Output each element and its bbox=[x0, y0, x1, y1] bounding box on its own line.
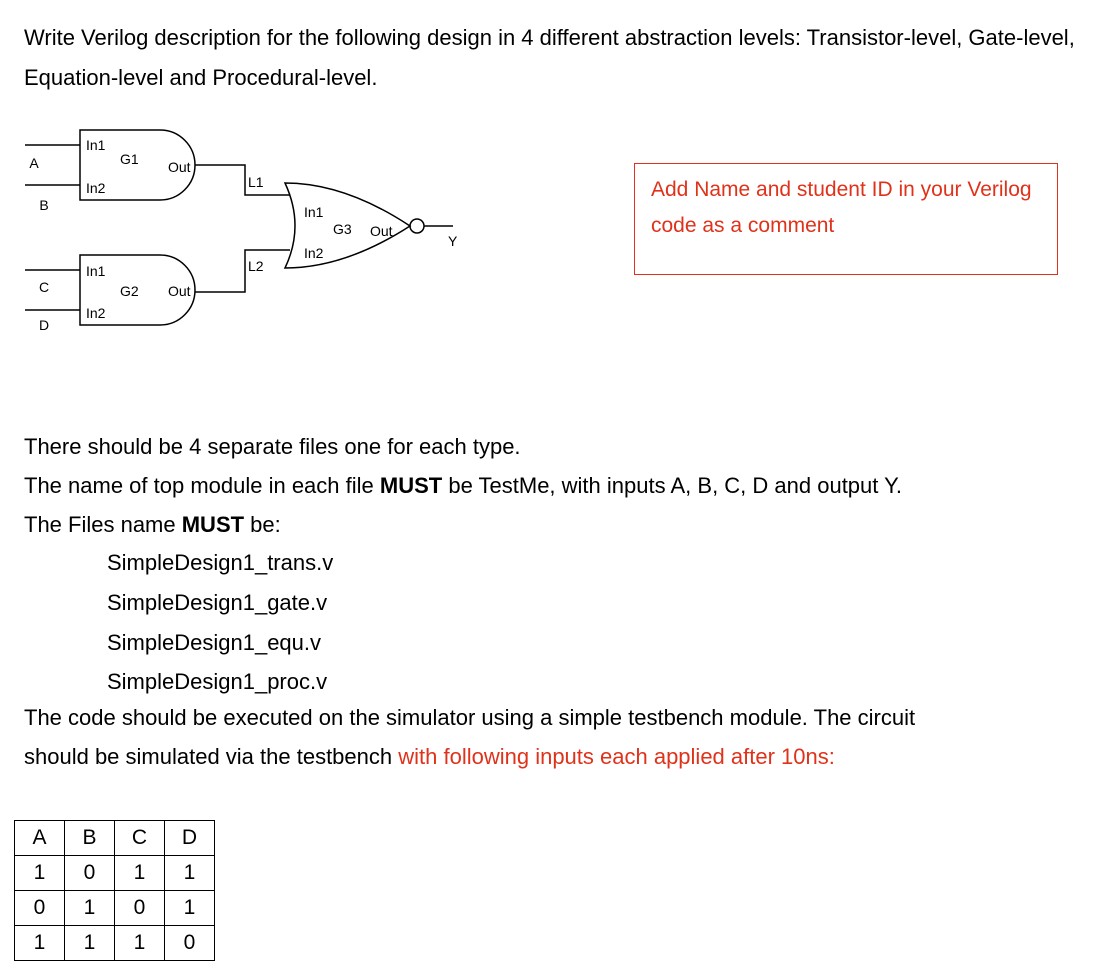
g2-in2-label: In2 bbox=[86, 305, 106, 321]
g3-in2-label: In2 bbox=[304, 245, 324, 261]
table-cell: 0 bbox=[65, 856, 115, 891]
input-b-label: B bbox=[39, 197, 49, 213]
instruction-line-2: The name of top module in each file MUST be TestMe, with inputs A, B, C, D and output Y. bbox=[24, 473, 903, 498]
file-name-equ: SimpleDesign1_equ.v bbox=[107, 630, 322, 655]
instruction-line-1: There should be 4 separate files one for each type. bbox=[24, 434, 521, 459]
table-cell: 0 bbox=[15, 891, 65, 926]
table-cell: 1 bbox=[65, 891, 115, 926]
table-cell: 1 bbox=[165, 856, 215, 891]
g1-out-label: Out bbox=[168, 159, 191, 175]
g1-name-label: G1 bbox=[120, 151, 139, 167]
g3-out-label: Out bbox=[370, 223, 393, 239]
table-cell: 1 bbox=[165, 891, 215, 926]
wire-l2-label: L2 bbox=[248, 258, 264, 274]
output-y-label: Y bbox=[448, 233, 458, 249]
file-name-gate: SimpleDesign1_gate.v bbox=[107, 590, 328, 615]
table-header-cell: A bbox=[15, 821, 65, 856]
table-row bbox=[15, 891, 215, 926]
intro-text: Write Verilog description for the following design in 4 different abstraction levels: Transistor-level, Gate-level, Equation-level and Procedural-level. bbox=[24, 25, 1075, 90]
input-table bbox=[14, 820, 215, 961]
simulation-line-1: The code should be executed on the simulator using a simple testbench module. The circuit bbox=[24, 705, 916, 730]
input-d-label: D bbox=[38, 317, 50, 333]
g3-in1-label: In1 bbox=[304, 204, 324, 220]
g1-in1-label: In1 bbox=[86, 137, 106, 153]
instruction-line-3: The Files name MUST be: bbox=[24, 512, 281, 537]
table-cell: 1 bbox=[15, 926, 65, 961]
table-header-cell: D bbox=[165, 821, 215, 856]
file-name-proc: SimpleDesign1_proc.v bbox=[107, 669, 328, 694]
table-cell: 1 bbox=[65, 926, 115, 961]
input-a-label: A bbox=[29, 155, 39, 171]
name-id-note: Add Name and student ID in your Verilog code as a comment bbox=[634, 163, 1058, 275]
table-cell: 0 bbox=[165, 926, 215, 961]
table-cell: 0 bbox=[115, 891, 165, 926]
table-cell: 1 bbox=[115, 926, 165, 961]
wire-l1-label: L1 bbox=[248, 174, 264, 190]
g3-name-label: G3 bbox=[333, 221, 352, 237]
table-header-cell: B bbox=[65, 821, 115, 856]
g2-out-label: Out bbox=[168, 283, 191, 299]
table-row bbox=[15, 856, 215, 891]
simulation-line-2: should be simulated via the testbench with following inputs each applied after 10ns: bbox=[24, 744, 835, 769]
input-c-label: C bbox=[38, 279, 50, 295]
g1-in2-label: In2 bbox=[86, 180, 106, 196]
file-name-trans: SimpleDesign1_trans.v bbox=[107, 550, 334, 575]
g2-in1-label: In1 bbox=[86, 263, 106, 279]
g2-name-label: G2 bbox=[120, 283, 139, 299]
inverter-bubble bbox=[410, 219, 424, 233]
table-cell: 1 bbox=[15, 856, 65, 891]
table-cell: 1 bbox=[115, 856, 165, 891]
table-header-row bbox=[15, 821, 215, 856]
table-row bbox=[15, 926, 215, 961]
table-header-cell: C bbox=[115, 821, 165, 856]
